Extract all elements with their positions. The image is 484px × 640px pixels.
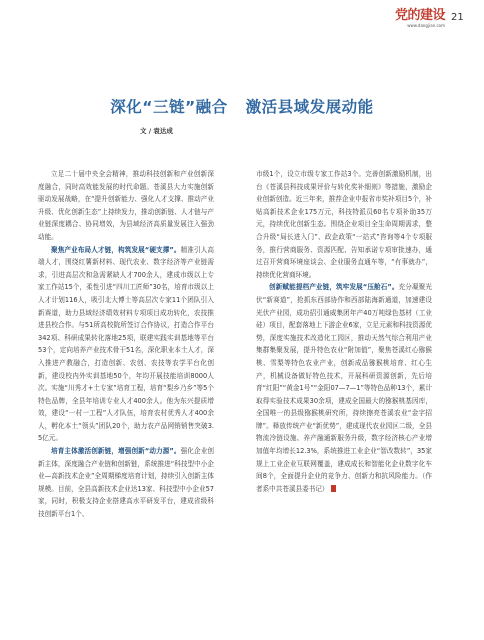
- paragraph-text: 立足二十届中央全会精神，推动科技创新和产业创新深度融合，同时高效能发展的时代命题。苍溪县大力实施创新驱动发展战略，在“提升创新能力、强化人才支撑、推动产业升级、优化创新生态”上持续发力，推动创新链、人才链与产业链深度耦合、协同增效，为县域经济高质量发展注入强劲动能。: [38, 170, 214, 241]
- end-mark-icon: [331, 485, 336, 492]
- paragraph-text: 市级1个，设立市级专家工作站3个。完善创新激励机制，出台《苍溪县科技成果评价与转化奖补细则》等措施，激励企业创新创造。近三年来，推荐企业申报省市奖补项目5个，补贴高新技术企业175万元，科技特派员60名专项补助35万元，持续优化创新生态。围绕企业项目全生命周期需求，整合升级“局长进入门”、政企政策“一站式”咨询等4个专项服务，推行营商服务、资源匹配、告知承诺专项审批速办，通过召开营商环境座谈会、企业服务直通车等，“有事就办”，持续优化营商环境。: [256, 170, 432, 279]
- section-lead: 聚焦产业布局人才链，构筑发展“硬支撑”。: [51, 245, 181, 254]
- paragraph: [38, 445, 214, 521]
- right-column: [256, 168, 432, 495]
- paragraph: [256, 281, 432, 495]
- paragraph: [256, 168, 432, 281]
- paragraph: [38, 244, 214, 446]
- title-part-b: 激活县域发展动能: [245, 98, 374, 116]
- paragraph-text: 充分凝聚光伏“新赛道”，抢抓东西部协作和西部陆海新通道，加速建设光伏产业园，成功招引通威集团年产40万吨绿色基材（工业硅）项目，配套落地上下游企业6家，立足元素和科技资源优势，深度实施技术改造化工园区，推动天然气综合利用产业集群集聚发展，提升特色农业“附加值”，聚焦苍溪红心猕猴桃、雪梨等特色农业产业，创新成品猕猴桃培育、红心生产，机械设备做好特色技术，开展科研资源创新，先后培育“红阳”“黄金1号”“金阳07—7—1”等特色品种13个，累计取得实验技术成果30余项，建成全国最大的猕猴桃基因库，全国唯一的县级猕猴桃研究所，持续擦亮苍溪农业“金字招牌”。释放传统产业“新优势”，建成现代农业园区二级，全县物流冷链设施、养产融通新服务升级，数字经济核心产业增加值年均增长12.3%，系统推进工业企业“智改数转”，35家规上工业企业互联网覆盖，建成成长和智能化企业数字化车间8个，全面提升企业的竞争力、创新力和抗风险能力。（作者系中共苍溪县委书记）: [256, 283, 433, 493]
- article-title: [0, 95, 484, 117]
- paragraph-text: 强化企业创新主体，深度融合产业链和创新链，系统推进“科技型中小企业—高新技术企业”全周期梯度培育计划，持续引入创新主体规模。目前，全县高新技术企业达13家、科技型中小企业57家，同时，积极支持企业搭建高水平研发平台，建成省级科技创新平台1个、: [38, 447, 215, 519]
- section-lead: 创新赋能提档产业链，筑牢发展“压舱石”。: [269, 283, 399, 292]
- article-author: 文 / 袁达成: [140, 127, 173, 135]
- logo-url: www.dangjian.com: [407, 23, 445, 28]
- left-column: [38, 168, 214, 521]
- page-number: 21: [451, 12, 464, 23]
- paragraph-text: 精准引人高端人才，围绕红薯新材料、现代农业、数字经济等产业链需求，引进高层次和急需紧缺人才700余人，建成市级以上专家工作站15个，柔性引进“四川工匠师”30名，培育市级以上人才计划116人，吸引北大博士等高层次专家11个团队引入新赛道，助力县域经济绩效材料专项项目成功转化，农技推进县校合作。与51所高校院所签订合作协议，打造合作平台342项、科研成果转化落地25项，联建实践实训基地等平台53个，定向培养产业技术骨干51名，深化职业本土人才，深入推进产教融合，打造创新、农创、农技等农学平台化创新，建设校内外实训基地50个，年均开展技能培训8000人次。实施“川秀才+土专家”培育工程，培育“梨乡乃乡”等5个特色品牌，全县年培训专业人才400余人。他为东兴提质增效，建设“一村一工程”人才队伍，培育农村优秀人才400余人，孵化本土“领头”团队20个，助力农产品网销销售突破3.5亿元。: [38, 245, 215, 443]
- section-lead: 培育主体激活创新链，增强创新“动力源”。: [51, 447, 181, 456]
- paragraph: [38, 168, 214, 244]
- title-part-a: 深化“三链”融合: [110, 98, 228, 116]
- logo-name: 党的建设: [394, 8, 445, 23]
- magazine-logo: [391, 9, 445, 29]
